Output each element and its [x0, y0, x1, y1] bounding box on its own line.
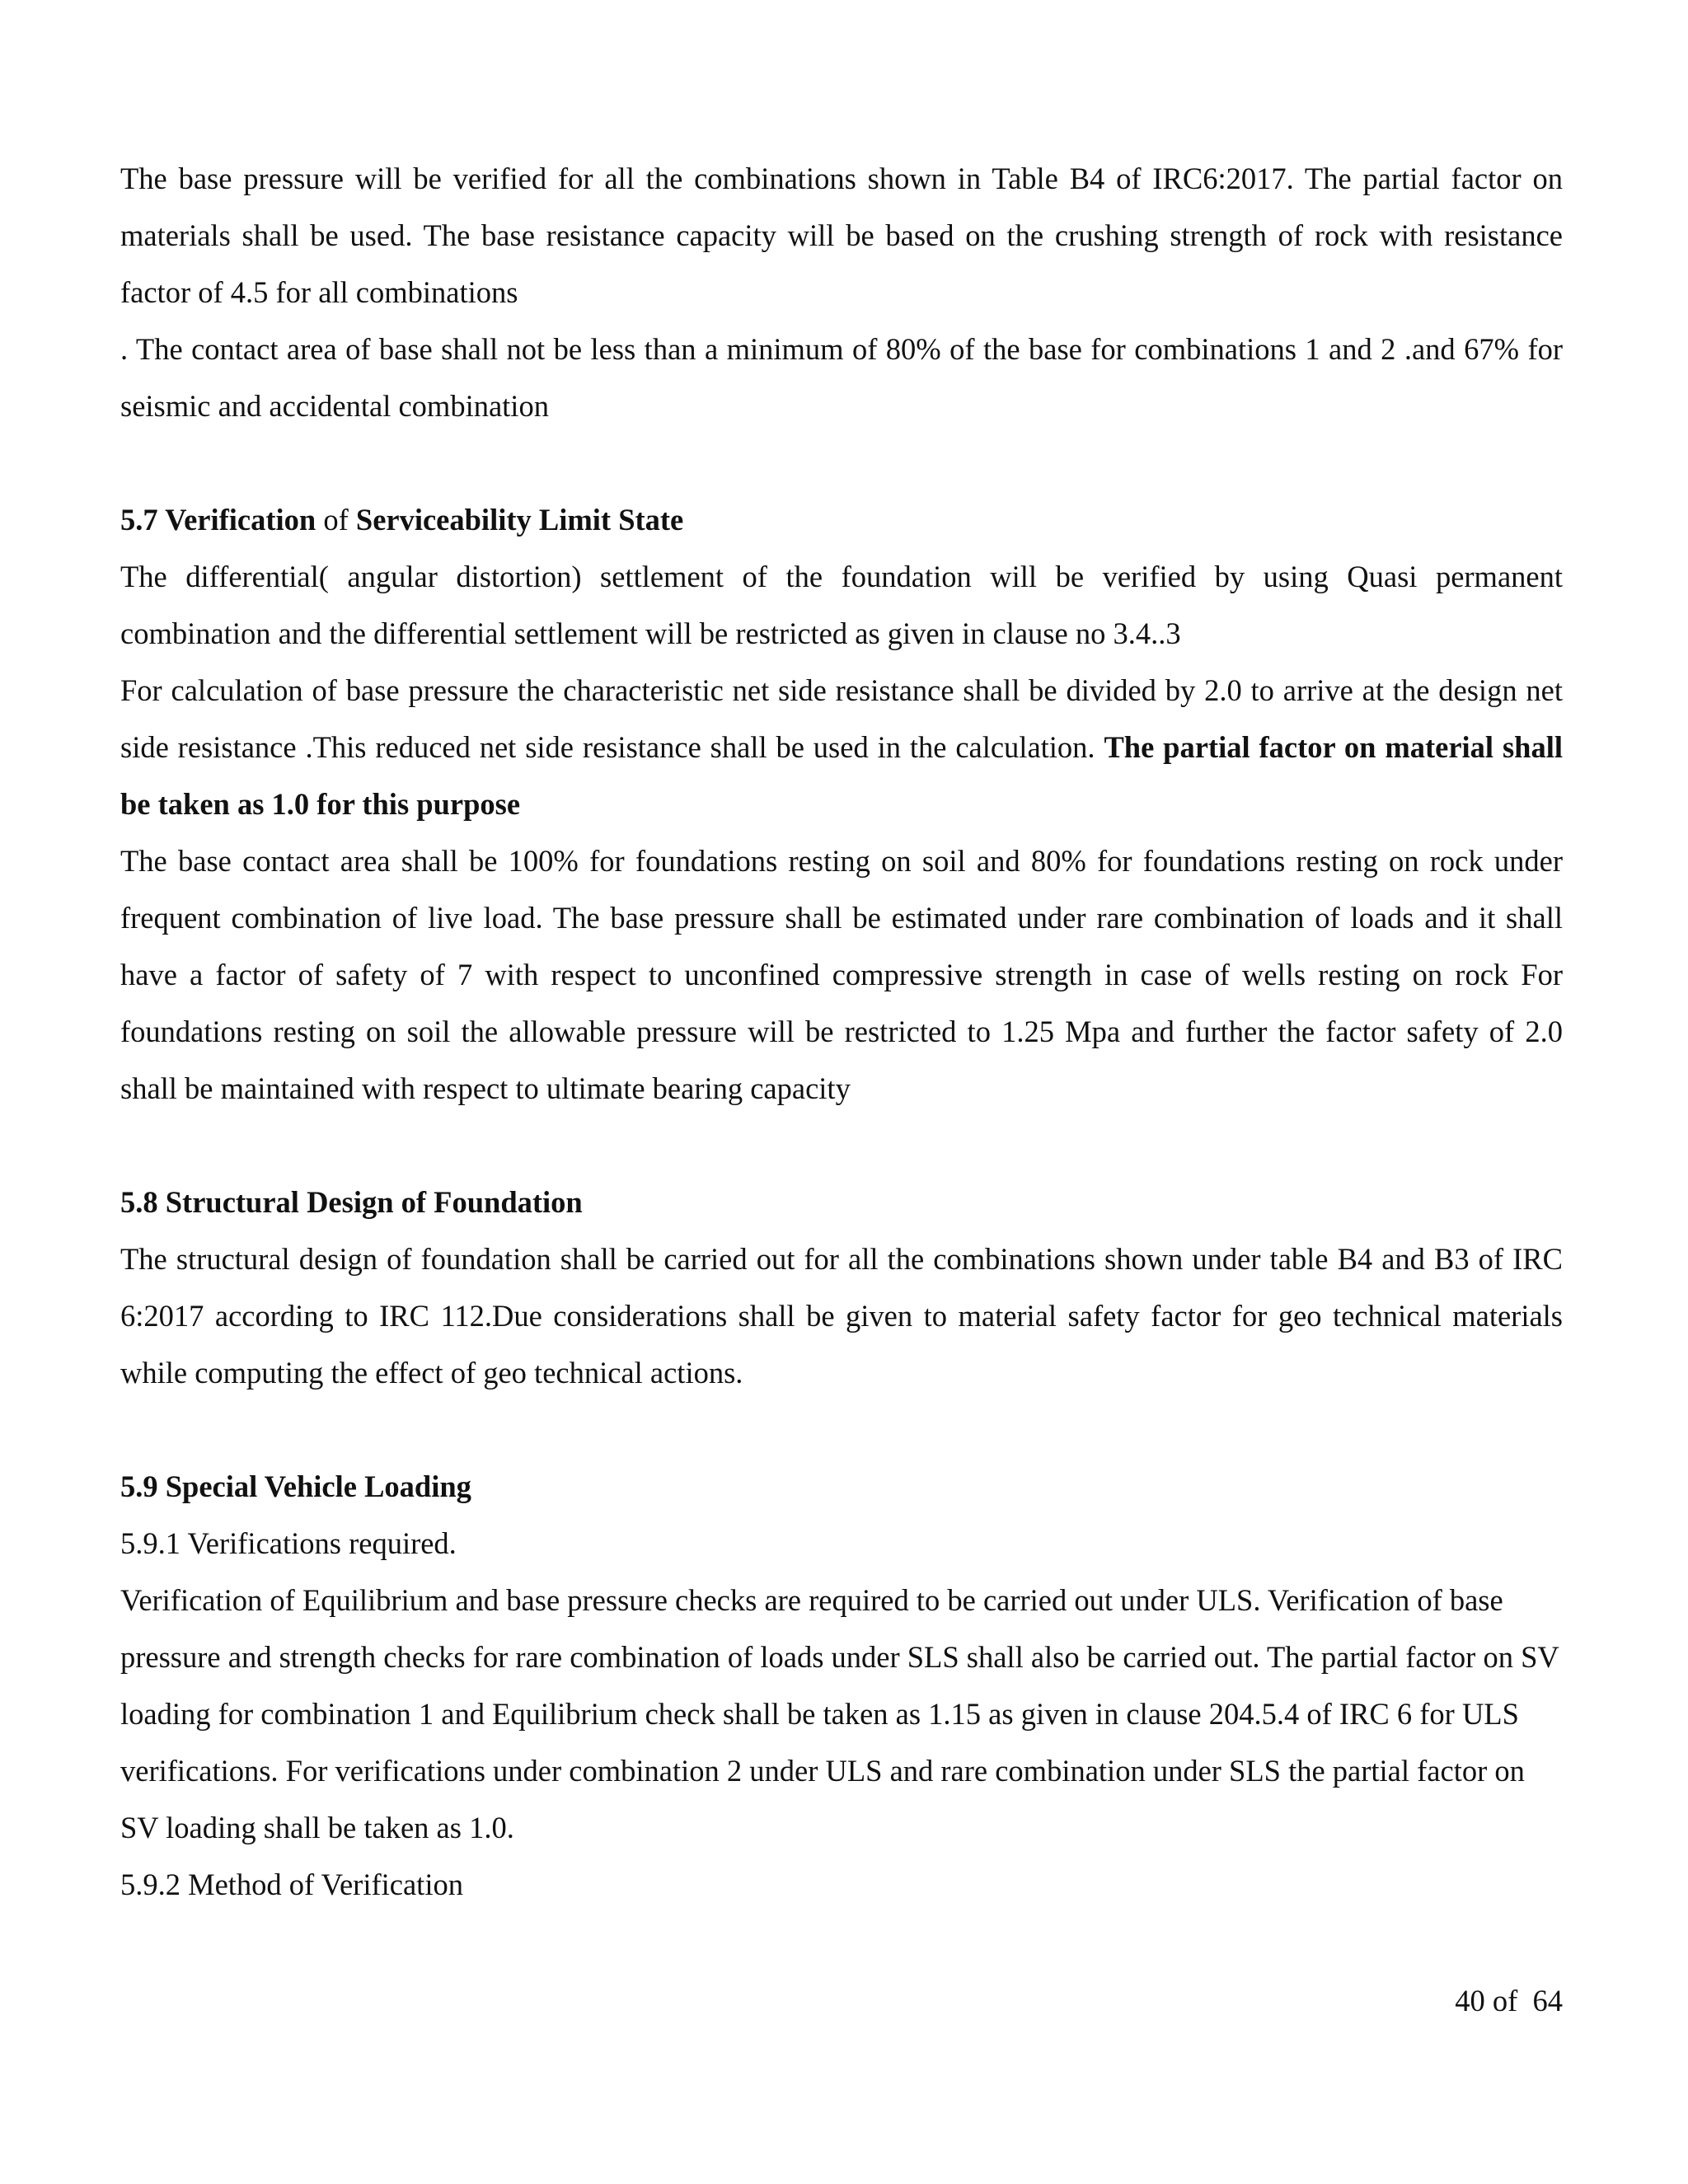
section-5-9-heading: 5.9 Special Vehicle Loading [120, 1469, 471, 1503]
section-5-7-paragraph-2 [120, 662, 1563, 832]
document-body [120, 150, 1563, 1913]
intro-paragraph-2: . The contact area of base shall not be less than a minimum of 80% of the base for combinations 1 and 2 .and 67% for seismic and accidental combination [120, 332, 1563, 423]
spacer [120, 434, 1563, 491]
section-5-9-1-subheading: 5.9.1 Verifications required. [120, 1526, 457, 1560]
section-5-7-paragraph-1: The differential( angular distortion) settlement of the foundation will be verified by using Quasi permanent combination and the differential settlement will be restricted as given in clause no 3.4..3 [120, 560, 1563, 650]
section-5-9-2-subheading: 5.9.2 Method of Verification [120, 1868, 463, 1901]
intro-paragraph-1: The base pressure will be verified for all the combinations shown in Table B4 of IRC6:2017. The partial factor on materials shall be used. The base resistance capacity will be based on the crushing strength of rock with resistance factor of 4.5 for all combinations [120, 162, 1563, 309]
section-5-7-paragraph-3: The base contact area shall be 100% for foundations resting on soil and 80% for foundations resting on rock under frequent combination of live load. The base pressure shall be estimated under rare combination of loads and it shall have a factor of safety of 7 with respect to unconfined compressive strength in case of wells resting on rock For foundations resting on soil the allowable pressure will be restricted to 1.25 Mpa and further the factor safety of 2.0 shall be maintained with respect to ultimate bearing capacity [120, 844, 1563, 1105]
page-number: 40 of 64 [1455, 1984, 1563, 2018]
section-5-8-heading: 5.8 Structural Design of Foundation [120, 1185, 583, 1219]
spacer [120, 1401, 1563, 1458]
section-5-9-paragraph-1: Verification of Equilibrium and base pressure checks are required to be carried out under ULS. Verification of base pressure and strength checks for rare combination of loads under SLS shall also be carried out. The partial factor on SV loading for combination 1 and Equilibrium check shall be taken as 1.15 as given in clause 204.5.4 of IRC 6 for ULS verifications. For verifications under combination 2 under ULS and rare combination under SLS the partial factor on SV loading shall be taken as 1.0. [120, 1583, 1559, 1844]
section-5-7-heading [120, 491, 1563, 548]
section-5-7-paragraph-2-text: For calculation of base pressure the characteristic net side resistance shall be divided by 2.0 to arrive at the design net side resistance .This reduced net side resistance shall be used in the calculation. [120, 673, 1563, 764]
section-5-7-heading-part1: 5.7 Verification [120, 503, 316, 537]
section-5-7-heading-part2: of [316, 503, 356, 537]
section-5-7-paragraph-2-bold: The partial factor on material shall be taken as 1.0 for this purpose [120, 730, 1563, 821]
section-5-7-heading-part3: Serviceability Limit State [355, 503, 684, 537]
section-5-8-paragraph-1: The structural design of foundation shall be carried out for all the combinations shown under table B4 and B3 of IRC 6:2017 according to IRC 112.Due considerations shall be given to material safety factor for geo technical materials while computing the effect of geo technical actions. [120, 1242, 1563, 1390]
spacer [120, 1117, 1563, 1174]
